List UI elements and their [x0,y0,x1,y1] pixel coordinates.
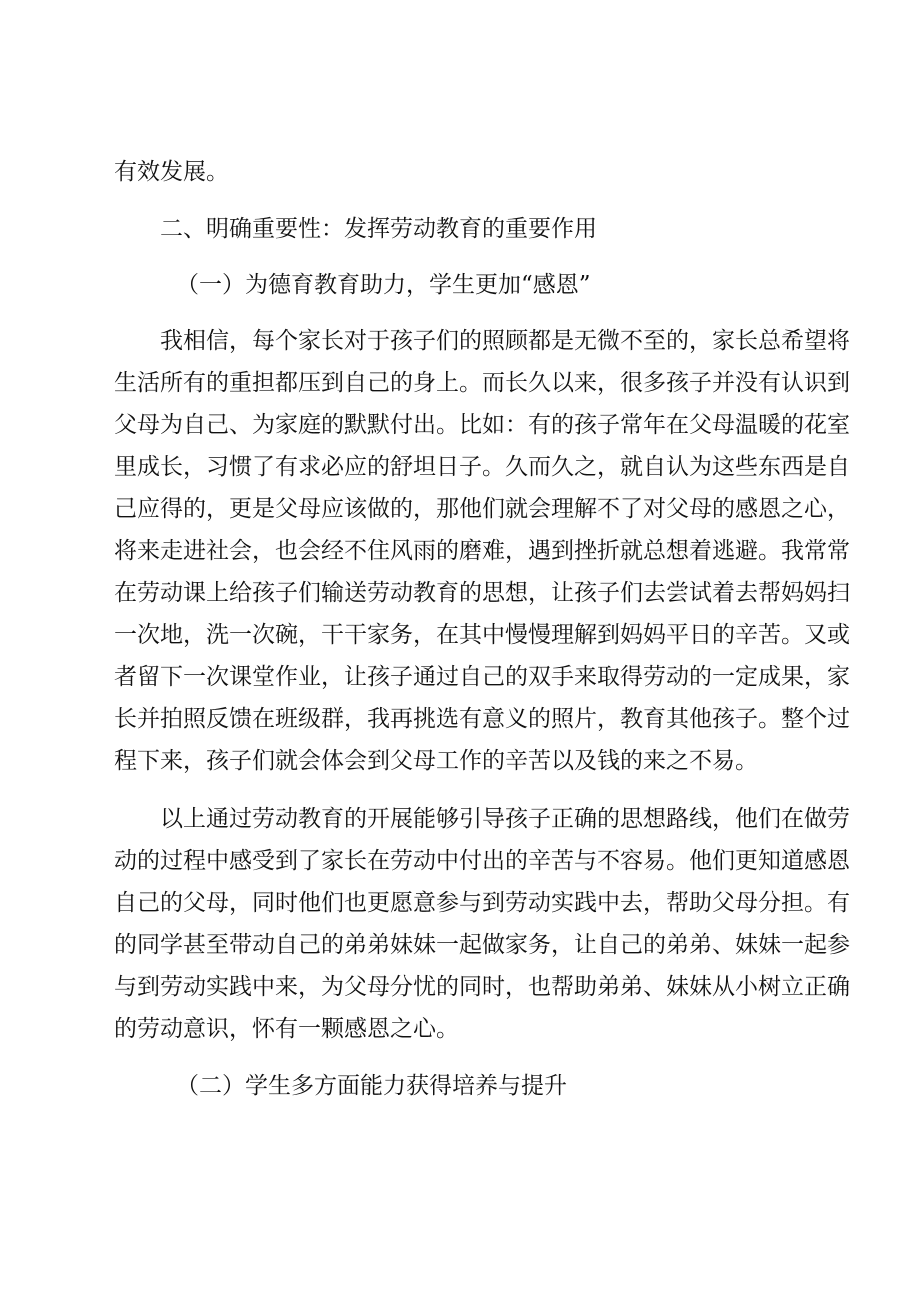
paragraph-line: 者留下一次课堂作业，让孩子通过自己的双手来取得劳动的一定成果，家 [114,664,850,690]
subsection-1-heading: （一）为德育教育助力，学生更加“感恩” [176,272,591,298]
paragraph-line: 程下来，孩子们就会体会到父母工作的辛苦以及钱的来之不易。 [114,748,758,774]
subsection-2-heading: （二）学生多方面能力获得培养与提升 [176,1073,567,1099]
paragraph-line: 以上通过劳动教育的开展能够引导孩子正确的思想路线，他们在做劳 [160,806,850,832]
paragraph-line: 的劳动意识，怀有一颗感恩之心。 [114,1016,459,1042]
paragraph-line: 的同学甚至带动自己的弟弟妹妹一起做家务，让自己的弟弟、妹妹一起参 [114,932,850,958]
paragraph-line: 将来走进社会，也会经不住风雨的磨难，遇到挫折就总想着逃避。我常常 [114,538,850,564]
intro-tail-text: 有效发展。 [114,159,229,185]
paragraph-line: 在劳动课上给孩子们输送劳动教育的思想，让孩子们去尝试着去帮妈妈扫 [114,580,850,606]
paragraph-line: 动的过程中感受到了家长在劳动中付出的辛苦与不容易。他们更知道感恩 [114,848,850,874]
paragraph-line: 自己的父母，同时他们也更愿意参与到劳动实践中去，帮助父母分担。有 [114,890,850,916]
paragraph-line: 一次地，洗一次碗，干干家务，在其中慢慢理解到妈妈平日的辛苦。又或 [114,622,850,648]
paragraph-line: 与到劳动实践中来，为父母分忧的同时，也帮助弟弟、妹妹从小树立正确 [114,974,850,1000]
paragraph-line: 我相信，每个家长对于孩子们的照顾都是无微不至的，家长总希望将 [160,328,850,354]
paragraph-line: 长并拍照反馈在班级群，我再挑选有意义的照片，教育其他孩子。整个过 [114,706,850,732]
paragraph-line: 父母为自己、为家庭的默默付出。比如：有的孩子常年在父母温暖的花室 [114,412,850,438]
section-2-heading: 二、明确重要性：发挥劳动教育的重要作用 [160,216,597,242]
paragraph-line: 己应得的，更是父母应该做的，那他们就会理解不了对父母的感恩之心， [114,496,850,522]
paragraph-line: 生活所有的重担都压到自己的身上。而长久以来，很多孩子并没有认识到 [114,370,850,396]
paragraph-line: 里成长，习惯了有求必应的舒坦日子。久而久之，就自认为这些东西是自 [114,454,850,480]
